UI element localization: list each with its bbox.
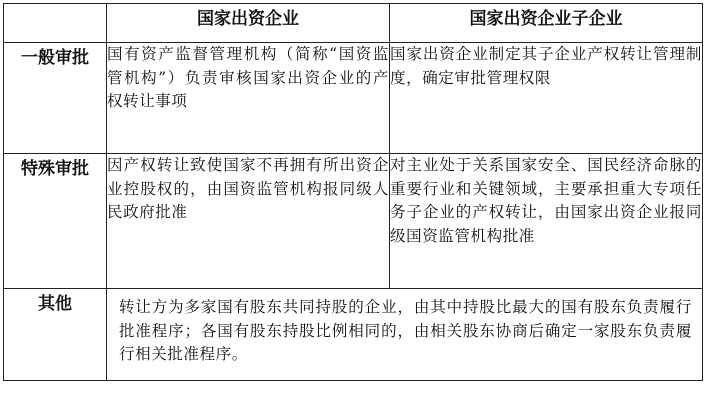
cell-special-state-enterprise: 因产权转让致使国家不再拥有所出资企业控股权的，由国资监管机构报同级人民政府批准 <box>107 154 390 289</box>
header-subsidiary: 国家出资企业子企业 <box>390 4 703 43</box>
cell-other-merged: 转让方为多家国有股东共同持股的企业，由其中持股比最大的国有股东负责履行批准程序；各国有股东持股比例相同的，由相关股东协商后确定一家股东负责履行相关批准程序。 <box>107 289 703 381</box>
cell-special-subsidiary: 对主业处于关系国家安全、国民经济命脉的重要行业和关键领域，主要承担重大专项任务子企业的产权转让，由国家出资企业报同级国资监管机构批准 <box>390 154 703 289</box>
header-row <box>4 4 703 43</box>
header-corner-cell <box>4 4 107 43</box>
table-row-general-approval <box>4 43 703 154</box>
row-label-other: 其他 <box>4 289 107 381</box>
table-row-special-approval <box>4 154 703 289</box>
approval-table <box>3 3 703 381</box>
row-label-special-approval: 特殊审批 <box>4 154 107 289</box>
header-state-enterprise: 国家出资企业 <box>107 4 390 43</box>
row-label-general-approval: 一般审批 <box>4 43 107 154</box>
cell-general-state-enterprise: 国有资产监督管理机构（简称“国资监管机构”）负责审核国家出资企业的产权转让事项 <box>107 43 390 154</box>
cell-general-subsidiary: 国家出资企业制定其子企业产权转让管理制度，确定审批管理权限 <box>390 43 703 154</box>
table-row-other <box>4 289 703 381</box>
